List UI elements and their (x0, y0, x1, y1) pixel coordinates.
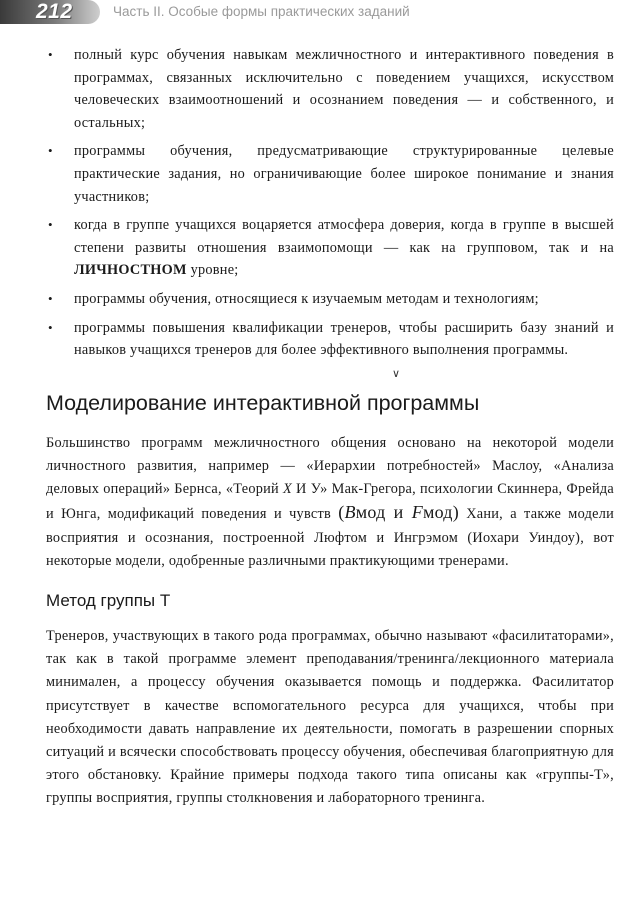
theory-x-letter: X (282, 481, 292, 498)
section-paragraph (46, 432, 614, 573)
page-body (46, 44, 614, 811)
bullet-text: программы обучения, относящиеся к изучаемым методам и технологиям; (74, 290, 539, 307)
paragraph-text: Большинство программ межличностного общения основано на некоторой модели личностного развития, например — «Иерархии потребностей» Маслоу, «Анализа деловых операций» Бернса, «Теорий (46, 434, 614, 498)
formula-and: и (385, 502, 412, 523)
bullet-list (46, 44, 614, 362)
list-item (46, 317, 614, 362)
formula-f-letter: F (411, 502, 423, 523)
formula-paren: ( (338, 502, 345, 523)
bullet-text: программы повышения квалификации тренеров, чтобы расширить базу знаний и навыков учащихся тренеров для более эффективного выполнения программы. (74, 319, 614, 359)
formula-b-sub: мод (355, 502, 386, 523)
caret-mark: ∨ (391, 367, 401, 380)
paragraph-text: И (291, 481, 311, 498)
formula-paren: ) (452, 502, 459, 523)
bullet-text: программы обучения, предусматривающие структурированные целевые практические задания, но ограничивающие более широкое понимание и знания участников; (74, 143, 614, 205)
formula (338, 502, 459, 522)
subsection-paragraph: Тренеров, участвующих в такого рода программах, обычно называют «фасилитаторами», так как в такой программе элемент преподавания/тренинга/лекционного материала минимален, а процессу обучения оказывается помощь и поддержка. Фасилитатор присутствует в качестве вспомогательного ресурса для учащихся, чтобы при необходимости давать направление их деятельности, помогать в разрешении спорных ситуаций и всячески способствовать процессу обучения, обеспечивая благоприятную для этого обстановку. Крайние примеры подхода такого типа описаны как «группы-Т», группы восприятия, группы столкновения и лабораторного тренинга. (46, 627, 614, 807)
subsection-heading: Метод группы Т (46, 590, 171, 610)
emphasis-word: ЛИЧНОСТНОМ (74, 262, 187, 279)
paragraph-text: У» Мак-Грегора, психологии Скиннера, Фрейда и Юнга, модификаций поведения и чувств (46, 481, 614, 523)
page-header (0, 0, 620, 28)
bullet-text: уровне; (186, 262, 239, 279)
formula-b-letter: B (344, 502, 356, 523)
formula-f-sub: мод (422, 502, 453, 523)
list-item (46, 288, 614, 311)
bullet-text: когда в группе учащихся воцаряется атмосфера доверия, когда в группе в высшей степени развиты отношения взаимопомощи — как на групповом, так и на (74, 217, 614, 256)
list-item (46, 44, 614, 134)
paragraph-text: Хани, а также модели восприятия и осознания, построенной Люфтом и Ингрэмом (Иохари Уиндоу), вот некоторые модели, одобренные различными практикующими тренерами. (46, 506, 614, 569)
running-title: Часть II. Особые формы практических заданий (113, 4, 410, 19)
list-item (46, 214, 614, 282)
section-heading: Моделирование интерактивной программы (46, 390, 480, 415)
bullet-text: полный курс обучения навыкам межличностного и интерактивного поведения в программах, связанных исключительно с поведением учащихся, искусством человеческих взаимоотношений и осознанием поведения — и собственного, и остальных; (74, 47, 614, 131)
list-item (46, 140, 614, 208)
page-number: 212 (36, 0, 73, 23)
